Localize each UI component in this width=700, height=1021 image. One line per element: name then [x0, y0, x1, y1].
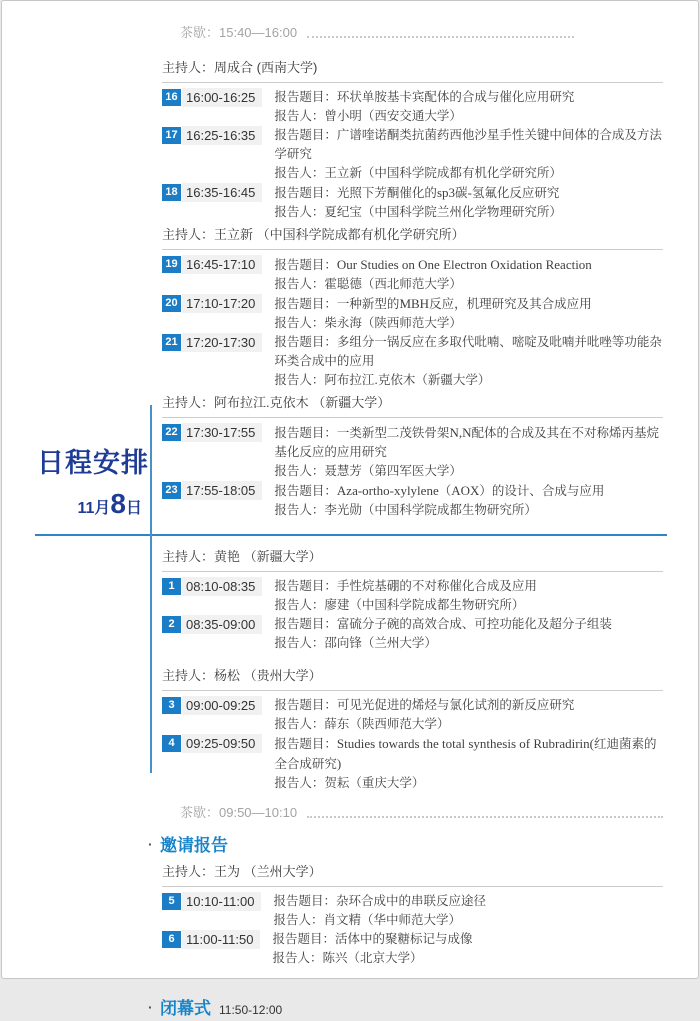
talk-speaker-line: [274, 462, 663, 481]
talk-number-badge: 4: [162, 735, 181, 752]
talk-row: [162, 183, 663, 222]
talk-speaker-line: [274, 203, 663, 222]
tea-break-row: [162, 805, 663, 821]
talk-title-label: 报告题目：: [274, 335, 337, 349]
talk-text: [274, 696, 663, 734]
talk-number-badge: 18: [162, 184, 181, 201]
dotted-leader: [307, 36, 574, 38]
talk-title-line: [274, 696, 663, 715]
date-suffix: 日: [125, 500, 142, 517]
talk-time: 10:10-11:00: [182, 892, 261, 911]
talk-title-label: 报告题目：: [274, 426, 337, 440]
talk-speaker: 薛东（陕西师范大学）: [324, 717, 450, 731]
talk-text: [274, 294, 663, 333]
talk-text: [274, 333, 663, 390]
talk-speaker-label: 报告人：: [274, 776, 325, 790]
session-chair-row: 主持人：杨松 （贵州大学）: [162, 667, 663, 691]
talk-speaker: 聂慧芳（第四军医大学）: [324, 464, 462, 478]
sidebar-title: 日程安排: [37, 448, 149, 478]
talk-time: 08:35-09:00: [182, 615, 262, 634]
talk-title-line: [274, 294, 663, 314]
talk-time: 16:00-16:25: [182, 88, 262, 107]
talk-speaker-label: 报告人：: [272, 951, 323, 965]
heading-bullet: ·: [148, 836, 153, 852]
date-month: 11月: [77, 500, 111, 517]
talk-row: [162, 481, 663, 520]
talk-text: [274, 255, 663, 294]
talk-title: 手性烷基硼的不对称催化合成及应用: [336, 579, 537, 593]
talk-text: [274, 126, 663, 183]
talk-speaker: 柴永海（陕西师范大学）: [324, 316, 462, 330]
date-day: 8: [110, 488, 126, 519]
talk-speaker-label: 报告人：: [274, 503, 325, 517]
talk-title: Our Studies on One Electron Oxidation Reaction: [336, 257, 592, 272]
talk-speaker-label: 报告人：: [274, 464, 325, 478]
talk-title: 广谱喹诺酮类抗菌药西他沙星手性关键中间体的合成及方法学研究: [274, 128, 662, 161]
talk-time: 17:55-18:05: [182, 481, 262, 500]
talk-title-line: [274, 615, 663, 634]
talk-title-label: 报告题目：: [274, 186, 337, 200]
talk-title: 一类新型二茂铁骨架N,N配体的合成及其在不对称烯丙基烷基化反应的应用研究: [274, 425, 659, 459]
talk-title: 富硫分子碗的高效合成、可控功能化及超分子组装: [336, 617, 612, 631]
talk-title-label: 报告题目：: [274, 297, 337, 311]
talk-text: [274, 423, 663, 481]
session-chair-row: 主持人：阿布拉江.克依木 （新疆大学）: [162, 394, 663, 418]
talk-number-badge: 16: [162, 89, 181, 106]
talk-title: Studies towards the total synthesis of Rubradirin(红迪菌素的全合成研究): [274, 736, 657, 771]
talk-speaker: 阿布拉江.克依木（新疆大学）: [324, 373, 491, 387]
schedule-page: [1, 0, 699, 1018]
talk-speaker-label: 报告人：: [274, 205, 325, 219]
talk-speaker-line: [274, 501, 663, 520]
talk-title-label: 报告题目：: [274, 617, 337, 631]
tea-break-label: 茶歇：15:40—16:00: [180, 25, 298, 40]
talk-time: 09:25-09:50: [182, 734, 262, 753]
talk-time: 08:10-08:35: [182, 577, 262, 596]
invited-talks-heading: [148, 833, 663, 857]
talk-title-line: [274, 255, 663, 275]
talk-speaker-label: 报告人：: [274, 636, 325, 650]
talk-speaker-line: [274, 774, 663, 793]
talk-title: 一种新型的MBH反应，机理研究及其合成应用: [336, 296, 592, 311]
talk-text: [272, 930, 663, 968]
talk-title-label: 报告题目：: [273, 894, 336, 908]
talk-number-badge: 22: [162, 424, 181, 441]
talk-row: [162, 294, 663, 333]
closing-ceremony-row: [148, 996, 663, 1021]
talk-row: [162, 423, 663, 481]
talk-title-label: 报告题目：: [274, 579, 337, 593]
talk-title: 光照下芳酮催化的sp3碳-氢氟化反应研究: [336, 185, 560, 200]
talk-title: 杂环合成中的串联反应途径: [335, 894, 486, 908]
closing-label: 闭幕式: [160, 999, 211, 1018]
sidebar-date: [32, 488, 142, 520]
talk-text: [274, 88, 663, 126]
talk-title-label: 报告题目：: [274, 737, 337, 751]
talk-title-label: 报告题目：: [274, 484, 337, 498]
session-chair-row: 主持人：周成合 (西南大学): [162, 59, 663, 83]
talk-title: Aza-ortho-xylylene（AOX）的设计、合成与应用: [336, 483, 605, 498]
talk-number-badge: 6: [162, 931, 181, 948]
talk-text: [274, 615, 663, 653]
talk-row: [162, 892, 663, 930]
talk-number-badge: 2: [162, 616, 181, 633]
talk-row: [162, 88, 663, 126]
talk-speaker: 廖建（中国科学院成都生物研究所）: [324, 598, 525, 612]
talk-time: 16:45-17:10: [182, 255, 262, 274]
talk-time: 11:00-11:50: [182, 930, 260, 949]
talk-speaker-line: [273, 911, 663, 930]
talk-number-badge: 3: [162, 697, 181, 714]
talk-speaker-line: [274, 596, 663, 615]
talk-speaker-line: [274, 275, 663, 294]
talk-speaker-label: 报告人：: [274, 717, 325, 731]
sidebar-vertical-rule: [150, 405, 152, 773]
talk-speaker-line: [274, 634, 663, 653]
talk-title-label: 报告题目：: [272, 932, 335, 946]
talk-number-badge: 5: [162, 893, 181, 910]
dotted-leader: [307, 816, 663, 818]
talk-speaker: 霍聪德（西北师范大学）: [324, 277, 462, 291]
talk-time: 17:10-17:20: [182, 294, 262, 313]
talk-title: 环状单胺基卡宾配体的合成与催化应用研究: [336, 90, 575, 104]
talk-speaker: 邵向锋（兰州大学）: [324, 636, 437, 650]
talk-title-line: [274, 423, 663, 462]
talk-title: 可见光促进的烯烃与氯化试剂的新反应研究: [336, 698, 575, 712]
talk-speaker-line: [274, 371, 663, 390]
heading-bullet: ·: [148, 999, 153, 1015]
session-chair-row: 主持人：王为 （兰州大学）: [162, 863, 663, 887]
talk-speaker-line: [274, 107, 663, 126]
talk-title: 活体中的聚糖标记与成像: [334, 932, 473, 946]
talk-title-line: [274, 88, 663, 107]
talk-text: [274, 183, 663, 222]
talk-row: [162, 615, 663, 653]
talk-text: [274, 734, 663, 793]
talk-speaker: 肖文精（华中师范大学）: [323, 913, 461, 927]
talk-text: [274, 481, 663, 520]
talk-speaker-line: [274, 164, 663, 183]
talk-speaker-line: [274, 715, 663, 734]
talk-time: 16:25-16:35: [182, 126, 262, 145]
talk-speaker: 李光勋（中国科学院成都生物研究所）: [324, 503, 537, 517]
talk-title-line: [274, 183, 663, 203]
talk-title-line: [274, 333, 663, 371]
day-divider-rule: [35, 534, 667, 536]
talk-title: 多组分一锅反应在多取代吡喃、嘧啶及吡喃并吡唑等功能杂环类合成中的应用: [274, 335, 662, 368]
talk-speaker: 王立新（中国科学院成都有机化学研究所）: [324, 166, 562, 180]
talk-title-line: [272, 930, 663, 949]
talk-title-label: 报告题目：: [274, 698, 337, 712]
talk-title-label: 报告题目：: [274, 90, 337, 104]
talk-speaker-label: 报告人：: [274, 277, 325, 291]
talk-speaker: 曾小明（西安交通大学）: [324, 109, 462, 123]
talk-speaker-label: 报告人：: [274, 316, 325, 330]
talk-speaker-line: [272, 949, 663, 968]
talk-row: [162, 126, 663, 183]
talk-row: [162, 696, 663, 734]
talk-number-badge: 1: [162, 578, 181, 595]
talk-title-line: [274, 577, 663, 596]
talk-row: [162, 333, 663, 390]
session-chair-row: 主持人：王立新 （中国科学院成都有机化学研究所）: [162, 226, 663, 250]
talk-title-line: [274, 734, 663, 774]
session-chair-row: 主持人：黄艳 （新疆大学）: [162, 548, 663, 572]
closing-time: 11:50-12:00: [219, 1003, 283, 1017]
talk-time: 09:00-09:25: [182, 696, 262, 715]
talk-speaker-label: 报告人：: [274, 598, 325, 612]
talk-time: 17:30-17:55: [182, 423, 262, 442]
talk-number-badge: 19: [162, 256, 181, 273]
talk-number-badge: 20: [162, 295, 181, 312]
talk-number-badge: 21: [162, 334, 181, 351]
talk-title-line: [273, 892, 663, 911]
talk-number-badge: 23: [162, 482, 181, 499]
talk-speaker: 夏纪宝（中国科学院兰州化学物理研究所）: [324, 205, 562, 219]
talk-speaker-label: 报告人：: [273, 913, 324, 927]
talk-time: 17:20-17:30: [182, 333, 262, 352]
tea-break-row: [162, 25, 663, 41]
talk-row: [162, 734, 663, 793]
talk-speaker: 贺耘（重庆大学）: [324, 776, 425, 790]
talk-speaker: 陈兴（北京大学）: [322, 951, 423, 965]
talk-speaker-line: [274, 314, 663, 333]
talk-title-line: [274, 126, 663, 164]
talk-row: [162, 930, 663, 968]
talk-row: [162, 577, 663, 615]
talk-text: [273, 892, 663, 930]
talk-time: 16:35-16:45: [182, 183, 262, 202]
talk-speaker-label: 报告人：: [274, 373, 325, 387]
talk-title-label: 报告题目：: [274, 128, 337, 142]
talk-text: [274, 577, 663, 615]
heading-label: 邀请报告: [160, 836, 228, 855]
talk-title-line: [274, 481, 663, 501]
talk-number-badge: 17: [162, 127, 181, 144]
talk-speaker-label: 报告人：: [274, 109, 325, 123]
talk-title-label: 报告题目：: [274, 258, 337, 272]
talk-speaker-label: 报告人：: [274, 166, 325, 180]
tea-break-label: 茶歇：09:50—10:10: [180, 805, 298, 820]
talk-row: [162, 255, 663, 294]
